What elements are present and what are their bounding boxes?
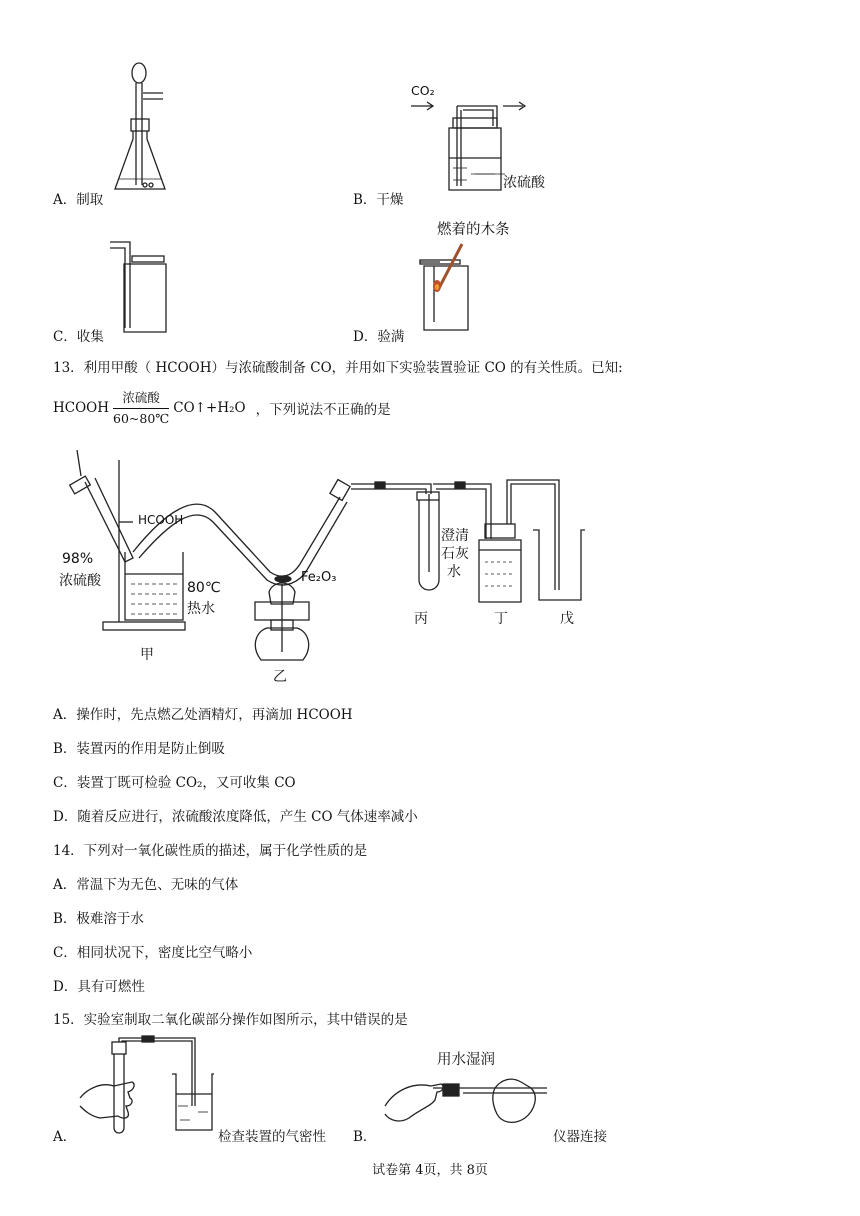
page-footer: 试卷第 4页，共 8页 [372,1163,488,1178]
fig-pct-label: 98% [62,551,94,567]
fig-yi-label: 乙 [273,669,287,685]
burning-stick-label: 燃着的木条 [437,222,510,238]
eq-left: HCOOH [53,400,110,417]
option-text: 制取 [76,192,104,208]
eq-condition [113,390,169,426]
q14-option-a: A．常温下为无色、无味的气体 [53,877,239,893]
q13-option-d: D．随着反应进行，浓硫酸浓度降低，产生 CO 气体速率减小 [53,809,418,825]
q14-stem: 14．下列对一氧化碳性质的描述，属于化学性质的是 [53,843,368,859]
fig-temp-label: 80℃ [187,580,221,596]
fig-wu-label: 戊 [560,611,574,627]
acid-label: 浓硫酸 [503,175,545,191]
fig-bing-label: 丙 [414,611,428,627]
option-text: 干燥 [376,192,404,208]
q12-option-c [53,325,104,345]
q12-option-d [353,325,404,345]
q13-stem: 13．利用甲酸（ HCOOH）与浓硫酸制备 CO，并用如下实验装置验证 CO 的有关性质。已知: [53,360,623,376]
q14-option-b: B．极难溶于水 [53,911,144,927]
figure-c-collection-bottle [108,238,178,338]
figure-a-generation-flask [105,55,205,205]
option-letter: D． [353,329,378,345]
q13-option-c: C．装置丁既可检验 CO₂，又可收集 CO [53,775,296,791]
q15-option-b [353,1125,376,1145]
option-letter: C． [53,329,77,345]
q14-option-c: C．相同状况下，密度比空气略小 [53,945,253,961]
q14-option-d: D．具有可燃性 [53,979,145,995]
fig-ding-label: 丁 [494,611,508,627]
fig-water-label: 热水 [187,601,215,617]
q15-figure-a [78,1036,218,1140]
fig-jia-label: 甲 [140,647,154,663]
option-text: 收集 [76,329,104,345]
q12-option-a [53,188,103,208]
eq-bottom: 60~80℃ [113,410,170,426]
fig-limewater-label [441,527,469,581]
fig-acid-label: 浓硫酸 [59,573,101,589]
q15-option-b-text: 仪器连接 [553,1129,607,1145]
q15-option-a-text: 检查装置的气密性 [218,1129,326,1145]
limewater-line-2: 石灰 [441,546,469,562]
q15-figure-b [383,1066,553,1130]
figure-d-check-full [418,240,478,334]
limewater-line-3: 水 [447,564,461,580]
option-letter: A． [53,192,77,208]
q15-wet-label: 用水湿润 [437,1052,495,1068]
q13-option-a: A．操作时，先点燃乙处酒精灯，再滴加 HCOOH [53,707,353,723]
option-letter: B． [353,192,377,208]
option-text: 验满 [377,329,405,345]
option-letter: B． [353,1129,377,1145]
eq-tail: ，下列说法不正确的是 [255,402,391,419]
q15-option-a [53,1125,76,1145]
co2-label: CO₂ [411,83,435,98]
q13-equation [53,390,391,426]
fig-fe2o3-label: Fe₂O₃ [301,570,337,585]
q13-option-b: B．装置丙的作用是防止倒吸 [53,741,225,757]
q12-option-b [353,188,403,208]
q15-stem: 15．实验室制取二氧化碳部分操作如图所示，其中错误的是 [53,1012,408,1028]
eq-top: 浓硫酸 [113,390,169,409]
eq-right: CO↑+H₂O [173,400,246,417]
limewater-line-1: 澄清 [441,528,469,544]
option-letter: A． [53,1129,77,1145]
fig-hcooh-label: HCOOH [138,513,184,527]
